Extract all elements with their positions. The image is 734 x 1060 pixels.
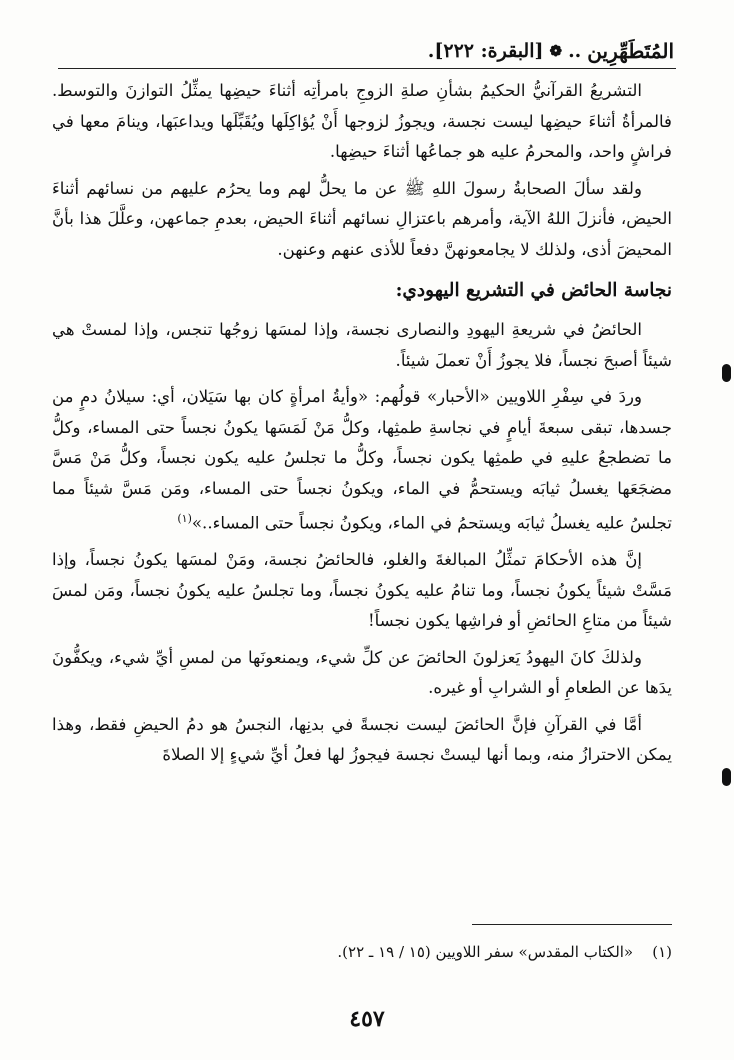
footnote-marker: (١) [177,512,192,525]
paragraph: الحائضُ في شريعةِ اليهودِ والنصارى نجسة، وإذا لمسَها زوجُها تنجس، وإذا لمستْ هي شيئاً أصبحَ نجساً، فلا يجوزُ أَنْ تعملَ شيئاً. [52,320,672,370]
page-body [52,76,672,777]
flower-ornament-icon: ❁ [549,42,563,60]
paragraph: إنَّ هذه الأحكامَ تمثِّلُ المبالغةَ والغلو، فالحائضُ نجسة، ومَنْ لمسَها يكونُ نجساً، وإذا مَسَّتْ شيئاً يكونُ نجساً، وما تنامُ عليه يكونُ نجساً، وما تجلسُ عليه يكونُ نجساً، ومَن لمسَ شيئاً من متاعِ الحائضِ أو فراشِها يكون نجساً! [52,550,672,631]
margin-mark [722,768,731,786]
paragraph: ولذلكَ كانَ اليهودُ يَعزلونَ الحائضَ عن كلِّ شيء، ويمنعونَها من لمسِ أيِّ شيء، ويكفُّونَ يدَها عن الطعامِ أو الشرابِ أو غيره. [52,647,672,698]
paragraph: أمَّا في القرآنِ فإنَّ الحائضَ ليست نجسةً في بدنِها، النجسُ هو دمُ الحيضِ فقط، وهذا يمكن الاحترازُ منه، وبما أنها ليستْ نجسة فيجوزُ لها فعلُ أيِّ شيءٍ إلا الصلاةَ [52,714,672,765]
footnote-text: «الكتاب المقدس» سفر اللاويين (١٥ / ١٩ ـ ٢٢). [337,943,634,961]
page-number: ٤٥٧ [349,1006,385,1032]
header-divider [58,68,676,69]
paragraph: التشريعُ القرآنيُّ الحكيمُ بشأنِ صلةِ الزوجِ بامرأتِه أثناءَ حيضِها يمثِّلُ التوازنَ والتوسط. فالمرأةُ أثناءَ حيضِها ليست نجسة، ويجوزُ لزوجها أَنْ يُؤاكِلَها ويُقَبِّلَها ويداعبَها، وينامَ معها في فراشٍ واحد، والمحرمُ عليه هو جماعُها أثناءَ حيضِها. [52,81,672,161]
running-header [60,36,674,66]
header-separator: .. [568,40,582,62]
quote-text: وردَ في سِفْرِ اللاويين «الأحبار» قولُهم: «وأيةُ امرأةٍ كان بها سَيَلان، أي: سيلانُ دمٍ من جسدها، تبقى سبعةَ أيامٍ في نجاسةِ طمثِها، وكلُّ مَنْ لَمَسَها يكونُ نجساً حتى المساء، وكلُّ ما تضطجعُ عليهِ في طمثِها يكون نجساً، وكلُّ ما تجلسُ عليه يكون نجساً، وكلُّ مَنْ مَسَّ مضجَعَها يغسلُ ثيابَه ويستحمُّ في الماء، ويكونُ نجساً حتى المساء، ومَن مَسَّ شيئاً مما تجلسُ عليه يغسلُ ثيابَه ويستحمُ في الماء، ويكونُ نجساً حتى المساء..» [52,387,672,533]
book-title: المُتَطَهِّرِين [587,39,674,63]
paragraph: ولقد سألَ الصحابةُ رسولَ اللهِ ﷺ عن ما يحلُّ لهم وما يحرُم عليهم من نسائهم أثناءَ الحيض، فأنزلَ اللهُ الآية، وأمرهم باعتزالِ نسائهم أثناءَ الحيض، بعدمِ جماعهن، وعلَّلَ هذا بأنَّ المحيضَ أذى، ولذلك لا يجامعونهنَّ دفعاً للأذى عنهم وعنهن. [52,178,672,259]
footnote-number: (١) [652,943,672,961]
paragraph [52,382,672,539]
footnote [52,940,672,964]
footnote-divider [472,924,672,925]
verse-reference: [البقرة: ٢٢٢]. [427,40,544,62]
section-heading: نجاسة الحائض في التشريع اليهودي: [395,280,672,301]
margin-mark [722,364,731,382]
